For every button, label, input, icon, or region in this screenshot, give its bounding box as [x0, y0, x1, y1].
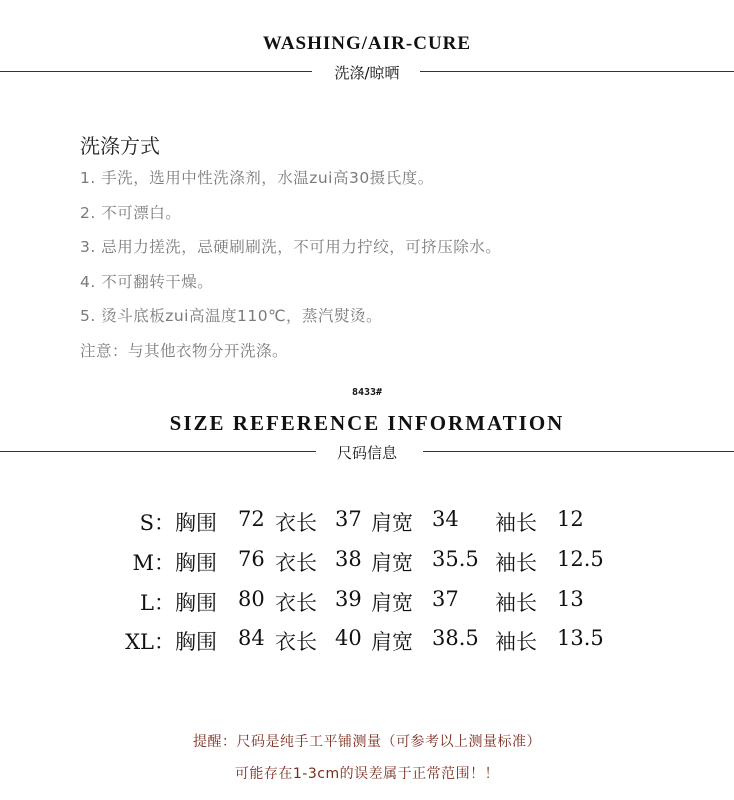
shoulder-value: 35.5 [432, 547, 479, 571]
size-label: L： [140, 591, 175, 615]
sleeve-label: 袖长 [495, 630, 537, 654]
size-label: M： [132, 551, 175, 575]
shoulder-label: 肩宽 [371, 591, 413, 615]
size-subtitle: 尺码信息 [336, 444, 397, 462]
chest-label: 胸围 [175, 591, 217, 615]
washing-heading: 洗涤方式 [80, 134, 160, 158]
shoulder-label: 肩宽 [371, 630, 413, 654]
length-value: 39 [335, 587, 362, 611]
error-note: 可能存在1-3cm的误差属于正常范围！！ [234, 766, 500, 782]
washing-note: 注意：与其他衣物分开洗涤。 [80, 341, 289, 360]
sleeve-label: 袖长 [495, 551, 537, 575]
size-label: XL： [125, 630, 175, 654]
chest-value: 72 [238, 507, 265, 531]
shoulder-label: 肩宽 [371, 511, 413, 535]
shoulder-value: 37 [432, 587, 459, 611]
chest-label: 胸围 [175, 511, 217, 535]
size-title: SIZE REFERENCE INFORMATION [169, 411, 565, 435]
shoulder-value: 38.5 [432, 626, 479, 650]
shoulder-value: 34 [432, 507, 459, 531]
sleeve-label: 袖长 [495, 511, 537, 535]
sleeve-value: 12 [557, 507, 584, 531]
chest-value: 80 [238, 587, 265, 611]
measurement-note: 提醒：尺码是纯手工平铺测量（可参考以上测量标准） [193, 734, 541, 750]
sleeve-value: 13 [557, 587, 584, 611]
shoulder-label: 肩宽 [371, 551, 413, 575]
washing-item: 3. 忌用力搓洗，忌硬刷刷洗，不可用力拧绞，可挤压除水。 [80, 238, 502, 256]
chest-label: 胸围 [175, 630, 217, 654]
sleeve-value: 12.5 [557, 547, 604, 571]
chest-label: 胸围 [175, 551, 217, 575]
length-label: 衣长 [275, 551, 317, 575]
length-value: 37 [335, 507, 362, 531]
washing-rule-right [420, 71, 734, 72]
length-value: 38 [335, 547, 362, 571]
chest-value: 84 [238, 626, 265, 650]
washing-item: 5. 烫斗底板zui高温度110℃，蒸汽熨烫。 [80, 307, 382, 325]
washing-item: 1. 手洗，选用中性洗涤剂，水温zui高30摄氏度。 [80, 169, 434, 187]
sleeve-value: 13.5 [557, 626, 604, 650]
washing-instructions [80, 130, 501, 375]
sleeve-label: 袖长 [495, 591, 537, 615]
length-value: 40 [335, 626, 362, 650]
size-rule-right [423, 451, 734, 452]
washing-title: WASHING/AIR-CURE [262, 33, 472, 54]
washing-item: 4. 不可翻转干燥。 [80, 272, 214, 291]
chest-value: 76 [238, 547, 265, 571]
length-label: 衣长 [275, 630, 317, 654]
length-label: 衣长 [275, 591, 317, 615]
washing-subtitle: 洗涤/晾晒 [334, 64, 400, 82]
size-label: S： [139, 511, 175, 535]
length-label: 衣长 [275, 511, 317, 535]
product-code: 8433# [351, 387, 383, 398]
washing-item: 2. 不可漂白。 [80, 203, 182, 222]
